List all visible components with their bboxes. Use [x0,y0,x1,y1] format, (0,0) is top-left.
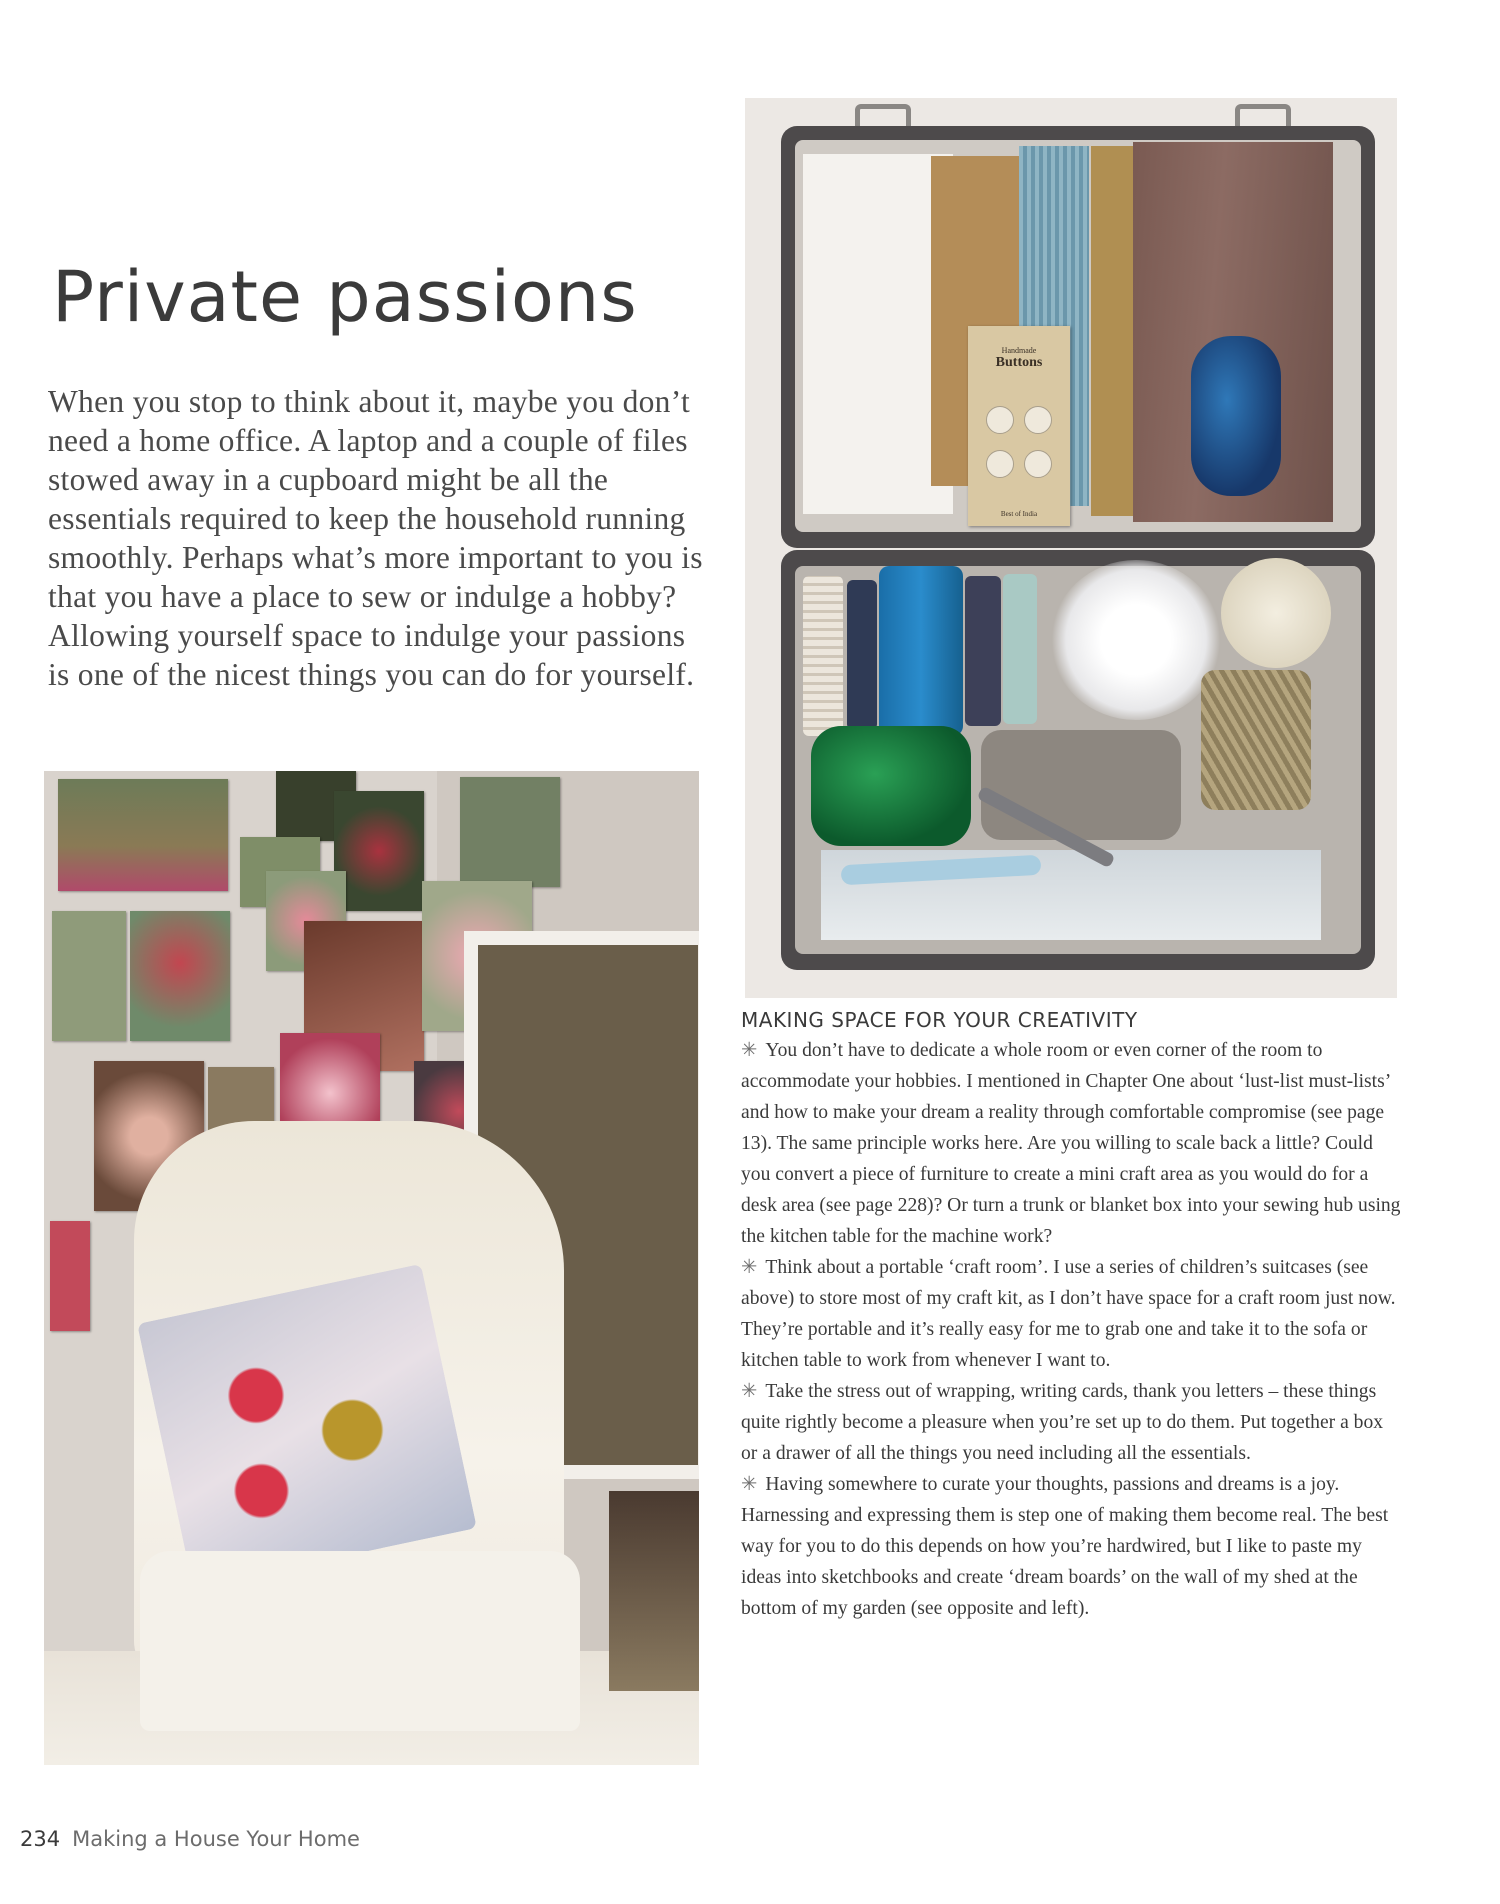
suitcase-base [781,550,1375,970]
braided-cord [1201,670,1311,810]
ribbon-spool-mint [1003,574,1037,724]
buttons-card-label: Buttons [995,355,1043,370]
caption-item [741,1469,1401,1624]
white-feathers [1051,560,1221,720]
moodboard-photo [334,791,424,911]
ribbon-spool-navy [847,580,877,730]
page-title: Private passions [52,256,638,338]
moodboard-photo [460,777,560,887]
blue-organza-roll [1191,336,1281,496]
moodboard-photo [52,911,126,1041]
caption-heading: MAKING SPACE FOR YOUR CREATIVITY [741,1008,1138,1032]
buttons-card-small-label: Handmade [1001,346,1037,355]
armchair-seat [140,1551,580,1731]
green-satin [811,726,971,846]
asterisk-icon: ✳ [741,1381,758,1402]
sewing-notions [981,730,1181,840]
magazine-stack [609,1491,699,1691]
moodboard-photo [58,779,228,891]
armchair-photo [44,771,699,1765]
ribbon-spool-blue [879,566,963,736]
caption-item-text: Think about a portable ‘craft room’. I use a series of children’s suitcases (see above) to store most of my craft kit, as I don’t have space for a craft room just now. They’re portable and it’s really easy for me to grab one and take it to the sofa or kitchen table to work from whenever I want to. [741,1257,1396,1371]
caption-item-text: You don’t have to dedicate a whole room or even corner of the room to accommodate your hobbies. I mentioned in Chapter One about ‘lust-list must-lists’ and how to make your dream a reality through comfortable compromise (see page 13). The same principle works here. Are you willing to scale back a little? Could you convert a piece of furniture to create a mini craft area as you would do for a desk area (see page 228)? Or turn a trunk or blanket box into your sewing hub using the kitchen table for the machine work? [741,1040,1401,1247]
page-footer [20,1827,360,1851]
suitcase-photo [745,98,1397,998]
ribbon-spool-dark [965,576,1001,726]
intro-paragraph: When you stop to think about it, maybe you don’t need a home office. A laptop and a couple of files stowed away in a cupboard might be all the essentials required to keep the household running smoothly. Perhaps what’s more important to you is that you have a place to sew or indulge a hobby? Allowing yourself space to indulge your passions is one of the nicest things you can do for yourself. [48,384,703,692]
page-number: 234 [20,1827,61,1851]
asterisk-icon: ✳ [741,1474,758,1495]
section-title: Making a House Your Home [72,1827,360,1851]
brown-tape [1091,146,1135,516]
asterisk-icon: ✳ [741,1040,758,1061]
ribbon-spool-cream [803,576,843,736]
buttons-card [968,326,1070,526]
caption-item [741,1035,1401,1252]
caption-item-text: Having somewhere to curate your thoughts, passions and dreams is a joy. Harnessing and expressing them is step one of making them become real. The best way for you to do this depends on how you’re hardwired, but I like to paste my ideas into sketchbooks and create ‘dream boards’ on the wall of my shed at the bottom of my garden (see opposite and left). [741,1474,1389,1619]
buttons-card-footer: Best of India [1000,510,1038,518]
caption-item-text: Take the stress out of wrapping, writing cards, thank you letters – these things quite rightly become a pleasure when you’re set up to do them. Put together a box or a drawer of all the things you need including all the essentials. [741,1381,1384,1464]
moodboard-photo [50,1221,90,1331]
suitcase-lid [781,126,1375,548]
caption-item [741,1252,1401,1376]
caption-block [741,1006,1401,1624]
tape-roll [1221,558,1331,668]
caption-item [741,1376,1401,1469]
asterisk-icon: ✳ [741,1257,758,1278]
